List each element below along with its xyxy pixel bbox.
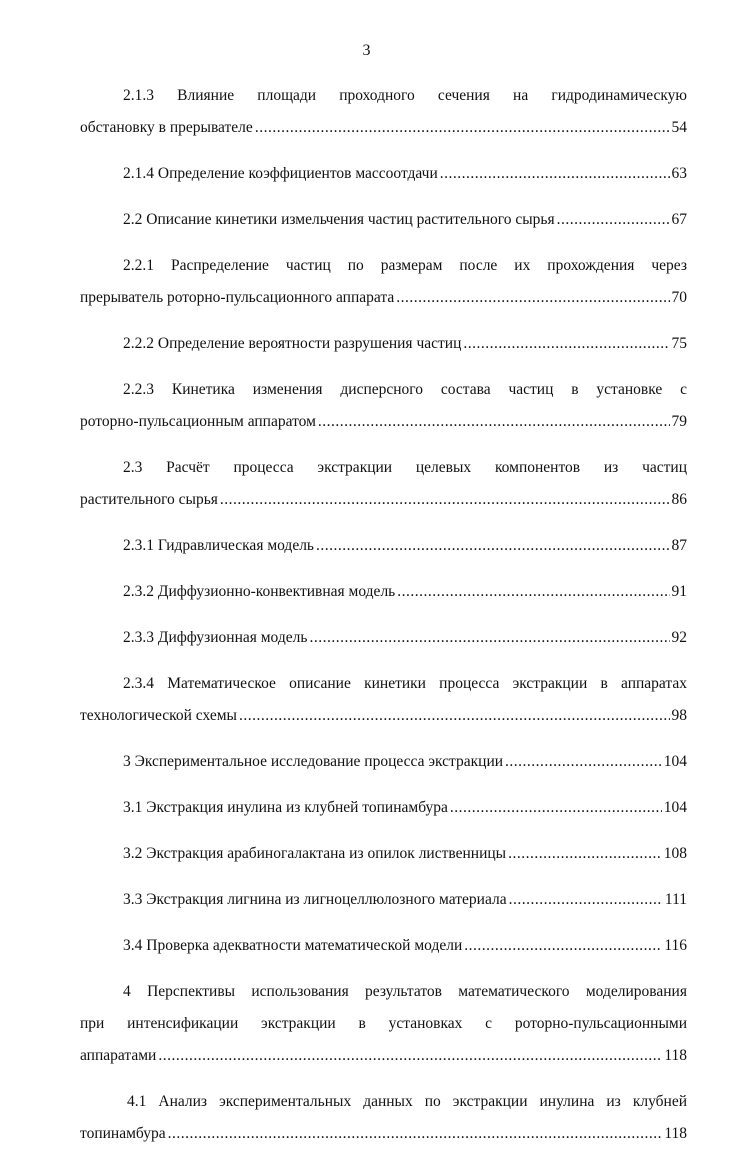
toc-entry-text: 3.1 Экстракция инулина из клубней топинамбура: [123, 799, 448, 816]
dot-leader: [397, 576, 669, 608]
toc-entry-text: 3.4 Проверка адекватности математической модели: [123, 937, 463, 954]
toc-page-number: 87: [671, 537, 687, 554]
toc-entry-text: 2.1.3 Влияние площади проходного сечения на гидродинамическую: [123, 87, 687, 104]
dot-leader: [168, 1118, 663, 1150]
toc-page-number: 116: [664, 937, 687, 954]
toc-entry-text: 2.3 Расчёт процесса экстракции целевых компонентов из частиц: [123, 459, 687, 476]
dot-leader: [509, 884, 663, 916]
toc-page-number: 111: [664, 891, 687, 908]
toc-entry-text: 4.1 Анализ экспериментальных данных по экстракции инулина из клубней: [127, 1093, 687, 1110]
toc-entry-text: аппаратами: [80, 1047, 157, 1064]
toc-page-number: 63: [671, 165, 687, 182]
toc-entry-3[interactable]: [80, 746, 687, 778]
toc-entry-text: 2.2.1 Распределение частиц по размерам после их прохождения через: [123, 257, 687, 274]
toc-entry-text: 2.1.4 Определение коэффициентов массоотдачи: [123, 165, 438, 182]
toc-entry-text: обстановку в прерывателе: [80, 119, 253, 136]
toc-entry-text: 3.2 Экстракция арабиногалактана из опилок лиственницы: [123, 845, 507, 862]
toc-entry-2-3-3[interactable]: [80, 622, 687, 654]
dot-leader: [557, 204, 670, 236]
toc-entry-2-1-3[interactable]: [80, 80, 687, 144]
dot-leader: [255, 112, 670, 144]
page-number: 3: [362, 42, 371, 59]
toc-page-number: 67: [671, 211, 687, 228]
dot-leader: [318, 406, 670, 438]
toc-page-number: 92: [671, 629, 687, 646]
toc-page-number: 86: [671, 491, 687, 508]
toc-entry-3-2[interactable]: [80, 838, 687, 870]
toc-entry-text: 4 Перспективы использования результатов математического моделирования: [123, 983, 687, 1000]
table-of-contents: [80, 80, 687, 1164]
dot-leader: [220, 484, 670, 516]
toc-page-number: 75: [671, 335, 687, 352]
toc-page-number: 54: [671, 119, 687, 136]
dot-leader: [440, 158, 670, 190]
dot-leader: [316, 530, 669, 562]
toc-entry-3-3[interactable]: [80, 884, 687, 916]
dot-leader: [396, 282, 669, 314]
dot-leader: [464, 930, 662, 962]
toc-entry-text: прерыватель роторно-пульсационного аппарата: [80, 289, 395, 306]
toc-entry-text: 3.3 Экстракция лигнина из лигноцеллюлозного материала: [123, 891, 507, 908]
toc-page-number: 118: [664, 1125, 687, 1142]
toc-page-number: 91: [671, 583, 687, 600]
toc-entry-2-3-4[interactable]: [80, 668, 687, 732]
toc-entry-text: 2.2.2 Определение вероятности разрушения частиц: [123, 335, 462, 352]
toc-page-number: 108: [663, 845, 687, 862]
toc-entry-2-1-4[interactable]: [80, 158, 687, 190]
toc-entry-3-4[interactable]: [80, 930, 687, 962]
toc-entry-text: растительного сырья: [80, 491, 218, 508]
toc-page-number: 79: [671, 413, 687, 430]
toc-entry-2-2-1[interactable]: [80, 250, 687, 314]
toc-page-number: 70: [671, 289, 687, 306]
toc-entry-text: 2.2 Описание кинетики измельчения частиц растительного сырья: [123, 211, 555, 228]
toc-page-number: 118: [664, 1047, 687, 1064]
toc-page-number: 104: [663, 753, 687, 770]
toc-entry-2-3-2[interactable]: [80, 576, 687, 608]
toc-entry-text: 2.2.3 Кинетика изменения дисперсного состава частиц в установке с: [123, 381, 687, 398]
toc-entry-2-2[interactable]: [80, 204, 687, 236]
toc-entry-3-1[interactable]: [80, 792, 687, 824]
toc-entry-text: топинамбура: [80, 1125, 166, 1142]
toc-entry-4[interactable]: [80, 976, 687, 1072]
dot-leader: [239, 700, 670, 732]
dot-leader: [450, 792, 662, 824]
toc-page-number: 104: [663, 799, 687, 816]
toc-entry-4-1[interactable]: [80, 1086, 687, 1150]
toc-entry-2-2-2[interactable]: [80, 328, 687, 360]
dot-leader: [158, 1040, 662, 1072]
dot-leader: [309, 622, 669, 654]
dot-leader: [505, 746, 662, 778]
toc-entry-text: 2.3.3 Диффузионная модель: [123, 629, 308, 646]
toc-entry-text: при интенсификации экстракции в установках с роторно-пульсационными: [80, 1015, 687, 1032]
toc-entry-2-3-1[interactable]: [80, 530, 687, 562]
toc-page-number: 98: [671, 707, 687, 724]
toc-entry-text: 3 Экспериментальное исследование процесса экстракции: [123, 753, 504, 770]
dot-leader: [463, 328, 669, 360]
toc-entry-text: 2.3.4 Математическое описание кинетики процесса экстракции в аппаратах: [123, 675, 687, 692]
toc-entry-text: роторно-пульсационным аппаратом: [80, 413, 316, 430]
toc-entry-text: технологической схемы: [80, 707, 237, 724]
toc-entry-text: 2.3.1 Гидравлическая модель: [123, 537, 315, 554]
toc-entry-2-2-3[interactable]: [80, 374, 687, 438]
dot-leader: [508, 838, 662, 870]
toc-entry-2-3[interactable]: [80, 452, 687, 516]
toc-entry-text: 2.3.2 Диффузионно-конвективная модель: [123, 583, 396, 600]
